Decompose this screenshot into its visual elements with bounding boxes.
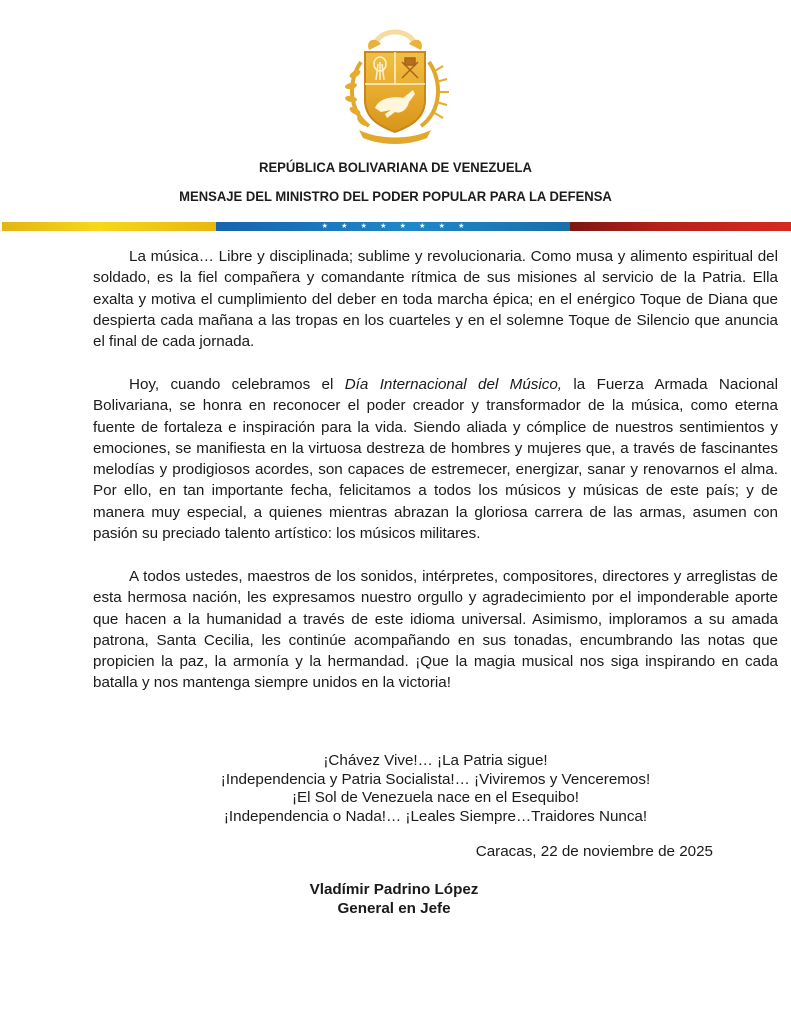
star-icon: ★ xyxy=(321,222,328,230)
star-icon: ★ xyxy=(458,222,465,230)
header-ministry-message: MENSAJE DEL MINISTRO DEL PODER POPULAR PARA LA DEFENSA xyxy=(179,189,612,205)
coat-of-arms-emblem xyxy=(335,22,455,146)
paragraph-2-italic-title: Día Internacional del Músico, xyxy=(344,376,563,393)
paragraph-1 xyxy=(93,246,778,352)
flag-bar-blue xyxy=(216,222,570,231)
paragraph-3 xyxy=(93,566,778,694)
coat-of-arms-icon xyxy=(335,22,455,146)
signature-block xyxy=(298,880,490,918)
slogans-block xyxy=(93,752,778,826)
slogan-line: ¡Independencia o Nada!… ¡Leales Siempre…Traidores Nunca! xyxy=(223,807,648,825)
place-and-date: Caracas, 22 de noviembre de 2025 xyxy=(475,843,713,860)
slogan-line: ¡Chávez Vive!… ¡La Patria sigue! xyxy=(323,752,548,769)
star-icon: ★ xyxy=(438,222,445,230)
star-icon: ★ xyxy=(360,222,367,230)
flag-stars xyxy=(315,222,471,231)
signatory-name: Vladímir Padrino López xyxy=(309,881,479,898)
flag-bar-yellow xyxy=(2,222,216,231)
paragraph-1-text: La música… Libre y disciplinada; sublime y revolucionaria. Como musa y alimento espiritual del soldado, es la fiel compañera y comandante rítmica de sus misiones al servicio de la Patria. Ella exalta y motiva el cumplimiento del deber en toda marcha épica; en el enérgico Toque de Diana que despierta cada mañana a las tropas en los cuarteles y en el solemne Toque de Silencio que anuncia el final de cada jornada. xyxy=(93,248,778,351)
flag-bar-red xyxy=(570,222,791,231)
signatory-title: General en Jefe xyxy=(337,900,451,917)
slogan-line: ¡Independencia y Patria Socialista!… ¡Viviremos y Venceremos! xyxy=(220,770,651,788)
paragraph-2-text-end: la Fuerza Armada Nacional Bolivariana, se honra en reconocer el poder creador y transformador de la música, como eterna fuente de fortaleza e inspiración para la vida. Siendo aliada y cómplice de nuestros sentimientos y emociones, se manifiesta en la virtuosa destreza de hombres y mujeres que, a través de fascinantes melodías y prodigiosos acordes, son capaces de estremecer, energizar, sanar y renovarnos el alma. Por ello, en tan importante fecha, felicitamos a todos los músicos y músicas de este país; y de manera muy especial, a quienes mientras abrazan la gloriosa carrera de las armas, asumen con pasión su preciado talento artístico: los músicos militares. xyxy=(93,376,778,543)
header-republic: REPÚBLICA BOLIVARIANA DE VENEZUELA xyxy=(259,160,532,176)
slogan-line: ¡El Sol de Venezuela nace en el Esequibo! xyxy=(291,789,580,806)
star-icon: ★ xyxy=(419,222,426,230)
paragraph-2-text-start: Hoy, cuando celebramos el xyxy=(129,376,345,393)
flag-color-bar xyxy=(2,222,791,231)
paragraph-3-text: A todos ustedes, maestros de los sonidos, intérpretes, compositores, directores y arreglistas de esta hermosa nación, les expresamos nuestro orgullo y agradecimiento por el imponderable aporte que hacen a la humanidad a través de este idioma universal. Asimismo, imploramos a su amada patrona, Santa Cecilia, les continúe acompañando en sus tonadas, encumbrando las notas que propicien la paz, la armonía y la hermandad. ¡Que la magia musical nos siga inspirando en cada batalla y nos mantenga siempre unidos en la victoria! xyxy=(93,568,778,692)
star-icon: ★ xyxy=(380,222,387,230)
star-icon: ★ xyxy=(399,222,406,230)
star-icon: ★ xyxy=(341,222,348,230)
paragraph-2 xyxy=(93,374,778,544)
